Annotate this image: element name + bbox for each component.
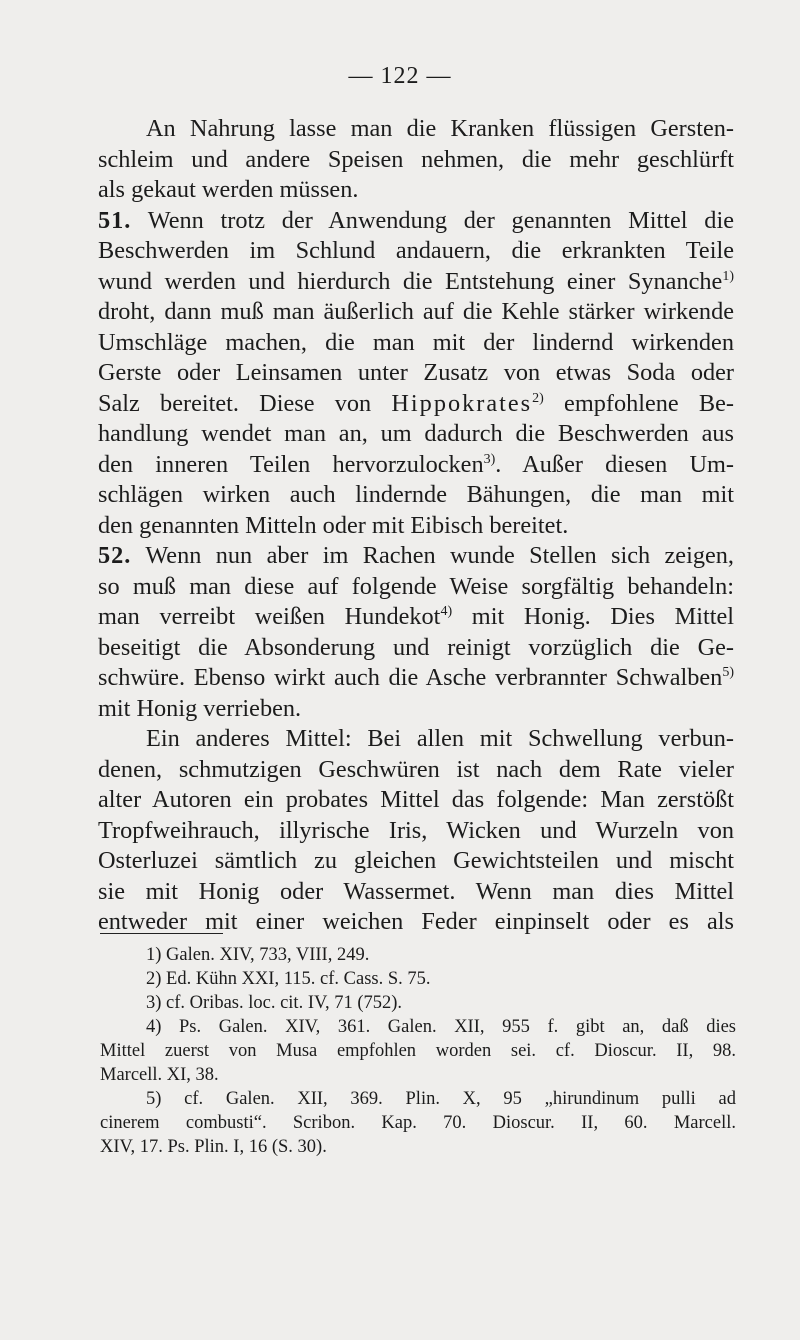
footnote-4-cont: Marcell. XI, 38. [100, 1065, 219, 1085]
text-line: handlung wendet man an, um dadurch die Beschwerden aus [98, 420, 734, 447]
text-line: droht, dann muß man äußerlich auf die Kehle stärker wirkende [98, 298, 734, 325]
page-number: — 122 — [348, 63, 452, 89]
text-line: den genannten Mitteln oder mit Eibisch bereitet. [98, 511, 569, 539]
text-line: Osterluzei sämtlich zu gleichen Gewichtsteilen und mischt [98, 847, 734, 874]
author-name: Hippokrates [391, 389, 533, 417]
text-line: Gerste oder Leinsamen unter Zusatz von etwas Soda oder [98, 359, 734, 386]
footnotes [100, 943, 736, 1159]
footnote-2: 2) Ed. Kühn XXI, 115. cf. Cass. S. 75. [146, 969, 431, 989]
section-52-first-line [98, 541, 734, 572]
text-line: schlägen wirken auch lindernde Bähungen, die man mit [98, 481, 734, 508]
section-number: 52. [98, 542, 132, 569]
footnote-ref: 1) [722, 268, 734, 284]
text-segment: empfohlene Be- [564, 389, 735, 417]
footnote-5-cont: XIV, 17. Ps. Plin. I, 16 (S. 30). [100, 1137, 327, 1157]
text-line: Ein anderes Mittel: Bei allen mit Schwellung verbun- [146, 725, 734, 752]
text-line-with-footnote [98, 267, 734, 298]
footnote-ref: 5) [722, 665, 734, 680]
text-line: sie mit Honig oder Wassermet. Wenn man dies Mittel [98, 877, 734, 905]
footnote-divider [100, 933, 223, 934]
text-segment: wund werden und hierdurch die Entstehung einer Synanche [98, 267, 723, 295]
text-line: als gekaut werden müssen. [98, 176, 359, 203]
text-line: Wenn nun aber im Rachen wunde Stellen sich zeigen, [145, 542, 734, 569]
text-segment: . Außer diesen Um- [495, 450, 734, 478]
footnote-1: 1) Galen. XIV, 733, VIII, 249. [146, 945, 370, 965]
text-line-with-footnote [98, 663, 734, 694]
text-line: An Nahrung lasse man die Kranken flüssigen Gersten- [146, 115, 734, 142]
section-number: 51. [98, 206, 132, 234]
text-line: beseitigt die Absonderung und reinigt vorzüglich die Ge- [98, 633, 734, 661]
text-segment: mit Honig. Dies Mittel [471, 603, 734, 630]
text-segment: den inneren Teilen hervorzulocken [98, 450, 484, 478]
text-line: Wenn trotz der Anwendung der genannten Mittel die [147, 206, 734, 234]
footnote-ref: 4) [440, 604, 453, 619]
text-line: entweder mit einer weichen Feder einpinselt oder es als [98, 908, 734, 935]
section-51-first-line [98, 206, 734, 237]
footnote-4: 4) Ps. Galen. XIV, 361. Galen. XII, 955 f. gibt an, daß dies [146, 1017, 736, 1037]
footnote-3: 3) cf. Oribas. loc. cit. IV, 71 (752). [146, 993, 403, 1013]
footnote-5: 5) cf. Galen. XII, 369. Plin. X, 95 „hirundinum pulli ad [146, 1089, 736, 1109]
text-line: Umschläge machen, die man mit der lindernd wirkenden [98, 328, 734, 356]
footnote-4-cont: Mittel zuerst von Musa empfohlen worden sei. cf. Dioscur. II, 98. [100, 1041, 736, 1061]
text-line: denen, schmutzigen Geschwüren ist nach dem Rate vieler [98, 755, 734, 783]
text-segment: man verreibt weißen Hundekot [98, 603, 441, 630]
text-line: mit Honig verrieben. [98, 694, 302, 722]
text-line-with-footnote [98, 389, 734, 420]
main-text [98, 114, 734, 938]
text-line: so muß man diese auf folgende Weise sorgfältig behandeln: [98, 572, 734, 600]
footnote-ref: 3) [483, 451, 496, 467]
text-line-with-footnote [98, 450, 734, 481]
text-line-with-footnote [98, 602, 734, 633]
text-line: Tropfweihrauch, illyrische Iris, Wicken und Wurzeln von [98, 816, 734, 844]
text-line: Beschwerden im Schlund andauern, die erkrankten Teile [98, 237, 734, 264]
footnote-ref: 2) [532, 390, 544, 406]
text-segment: schwüre. Ebenso wirkt auch die Asche verbrannter Schwalben [98, 664, 723, 691]
text-line: schleim und andere Speisen nehmen, die mehr geschlürft [98, 145, 734, 173]
footnote-5-cont: cinerem combusti“. Scribon. Kap. 70. Dioscur. II, 60. Marcell. [100, 1113, 736, 1133]
text-line: alter Autoren ein probates Mittel das folgende: Man zerstößt [98, 786, 734, 813]
text-segment: Salz bereitet. Diese von [98, 389, 372, 417]
